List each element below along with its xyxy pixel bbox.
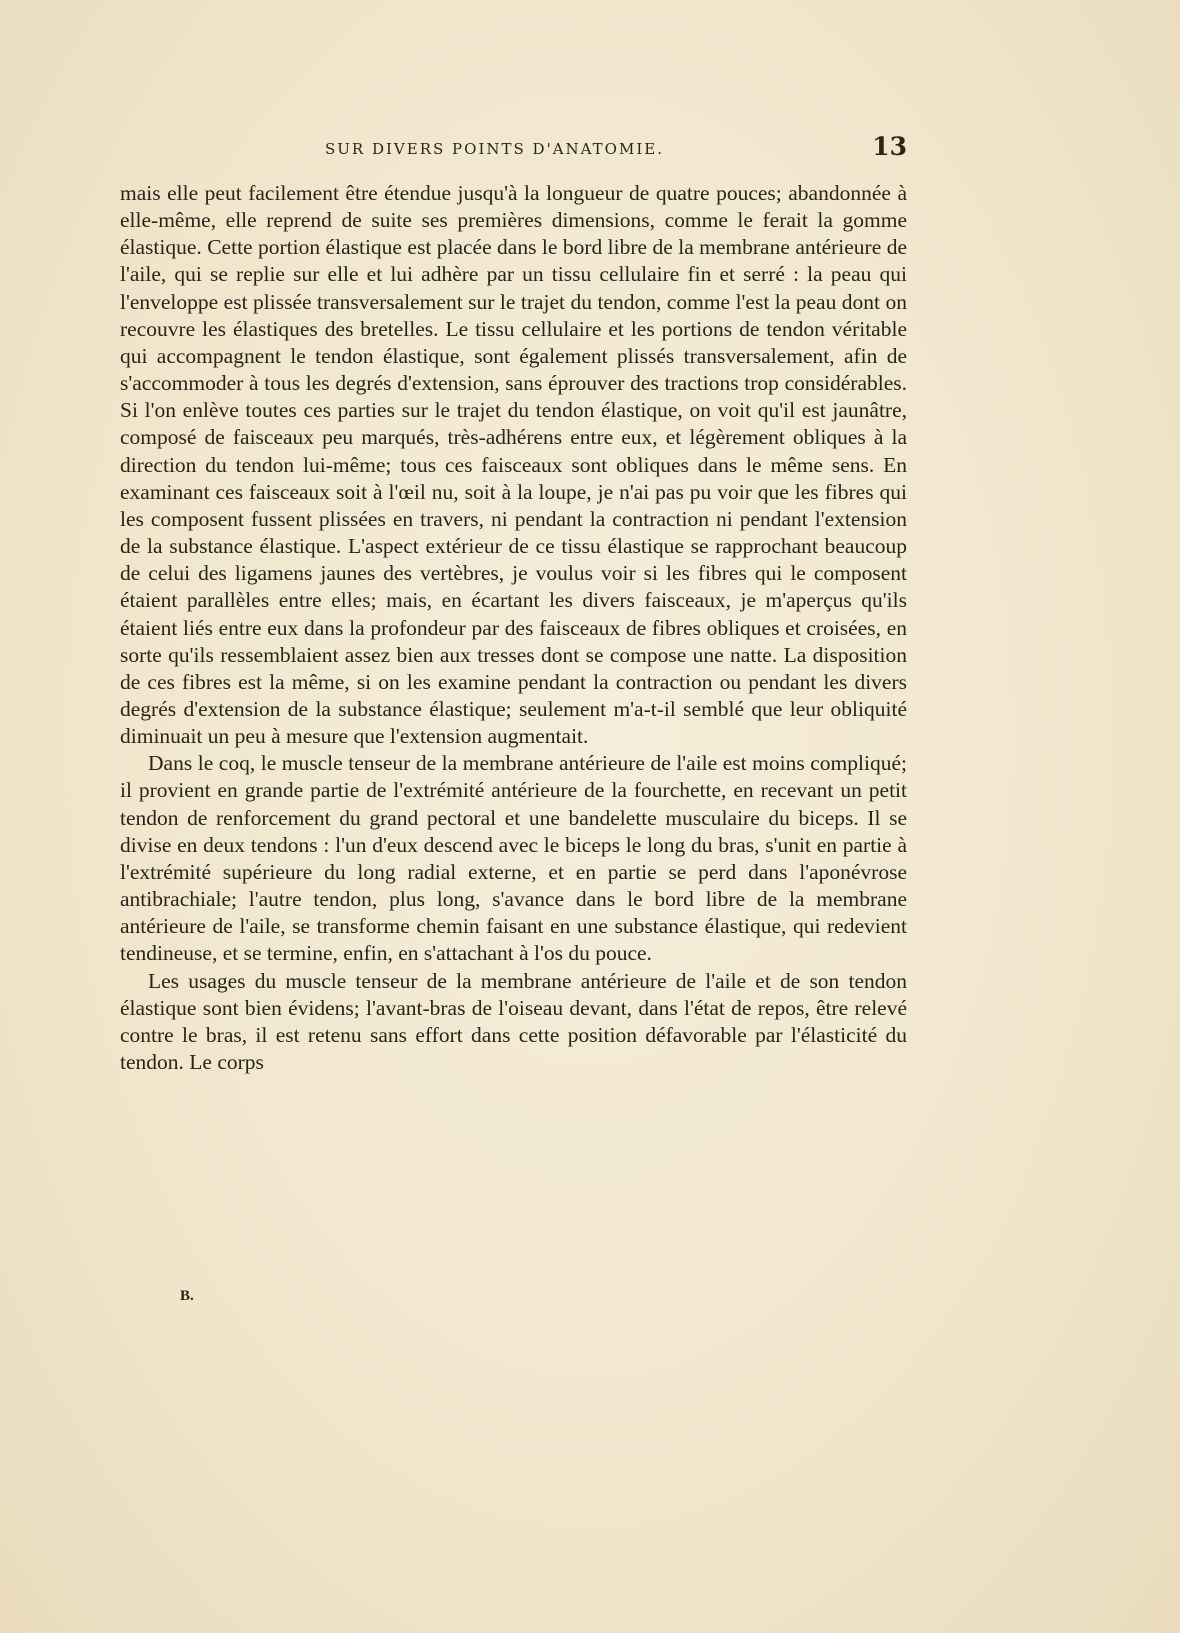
- running-title: SUR DIVERS POINTS D'ANATOMIE.: [325, 140, 664, 158]
- page-number: 13: [872, 132, 907, 161]
- signature-mark: B.: [180, 1288, 194, 1304]
- paragraph-2: Dans le coq, le muscle tenseur de la membrane antérieure de l'aile est moins compliqué; il provient en grande partie de l'extrémité antérieure de la fourchette, en recevant un petit tendon de renforcement du grand pectoral et une bandelette musculaire du biceps. Il se divise en deux tendons : l'un d'eux descend avec le biceps le long du bras, s'unit en partie à l'extrémité supérieure du long radial externe, et en partie se perd dans l'aponévrose antibrachiale; l'autre tendon, plus long, s'avance dans le bord libre de la membrane antérieure de l'aile, se transforme chemin faisant en une substance élastique, qui redevient tendineuse, et se termine, enfin, en s'attachant à l'os du pouce.: [120, 751, 907, 966]
- paragraph-3: Les usages du muscle tenseur de la membrane antérieure de l'aile et de son tendon élastique sont bien évidens; l'avant-bras de l'oiseau devant, dans l'état de repos, être relevé contre le bras, il est retenu sans effort dans cette position défavorable par l'élasticité du tendon. Le corps: [120, 968, 907, 1074]
- paragraph-1: mais elle peut facilement être étendue jusqu'à la longueur de quatre pouces; abandonnée à elle-même, elle reprend de suite ses premières dimensions, comme le ferait la gomme élastique. Cette portion élastique est placée dans le bord libre de la membrane antérieure de l'aile, qui se replie sur elle et lui adhère par un tissu cellulaire fin et serré : la peau qui l'enveloppe est plissée transversalement sur le trajet du tendon, comme l'est la peau dont on recouvre les élastiques des bretelles. Le tissu cellulaire et les portions de tendon véritable qui accompagnent le tendon élastique, sont également plissés transversalement, afin de s'accommoder à tous les degrés d'extension, sans éprouver des tractions trop considérables. Si l'on enlève toutes ces parties sur le trajet du tendon élastique, on voit qu'il est jaunâtre, composé de faisceaux peu marqués, très-adhérens entre eux, et légèrement obliques à la direction du tendon lui-même; tous ces faisceaux sont obliques dans le même sens. En examinant ces faisceaux soit à l'œil nu, soit à la loupe, je n'ai pas pu voir que les fibres qui les composent fussent plissées en travers, ni pendant la contraction ni pendant l'extension de la substance élastique. L'aspect extérieur de ce tissu élastique se rapprochant beaucoup de celui des ligamens jaunes des vertèbres, je voulus voir si les fibres qui le composent étaient parallèles entre elles; mais, en écartant les divers faisceaux, je m'aperçus qu'ils étaient liés entre eux dans la profondeur par des faisceaux de fibres obliques et croisées, en sorte qu'ils ressemblaient assez bien aux tresses dont se compose une natte. La disposition de ces fibres est la même, si on les examine pendant la contraction ou pendant les divers degrés d'extension de la substance élastique; seulement m'a-t-il semblé que leur obliquité diminuait un peu à mesure que l'extension augmentait.: [120, 181, 907, 749]
- body-text: [120, 180, 907, 1076]
